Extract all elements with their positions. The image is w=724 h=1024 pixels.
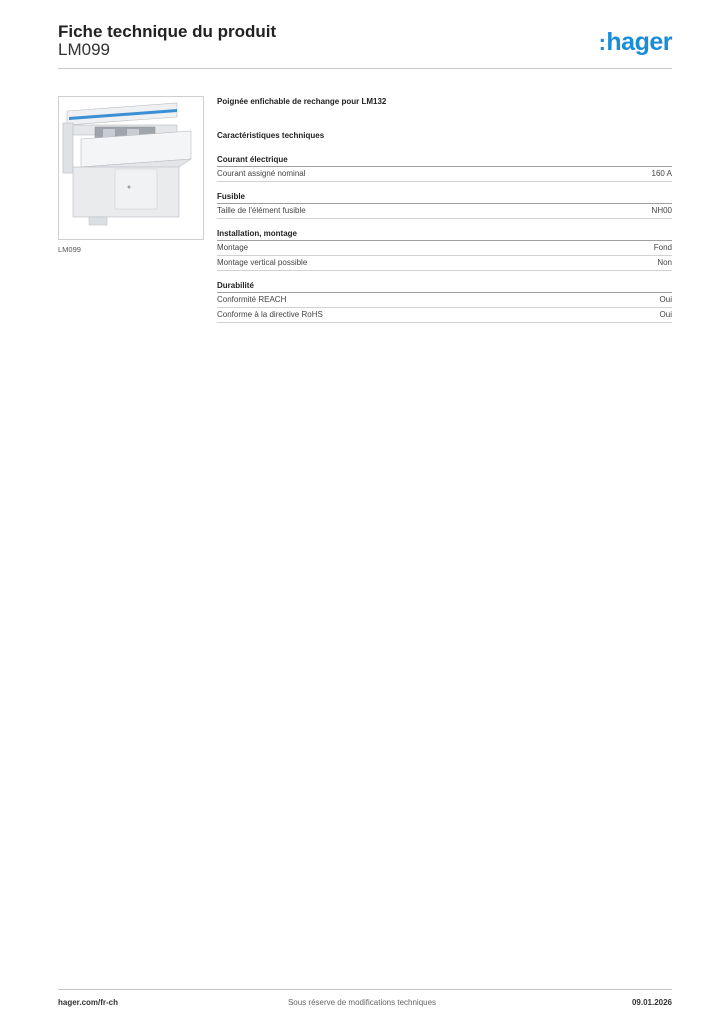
spec-group-title: Installation, montage	[217, 229, 672, 241]
spec-label: Conforme à la directive RoHS	[217, 310, 323, 319]
spec-group-title: Durabilité	[217, 281, 672, 293]
footer-divider	[58, 989, 672, 990]
image-caption: LM099	[58, 245, 81, 254]
spec-group	[217, 281, 672, 323]
footer-note: Sous réserve de modifications techniques	[287, 998, 437, 1007]
hager-logo	[599, 28, 672, 57]
logo-dots: :	[598, 30, 606, 55]
spec-label: Courant assigné nominal	[217, 169, 306, 178]
spec-group	[217, 192, 672, 219]
product-image	[58, 96, 204, 240]
spec-value: 160 A	[651, 169, 672, 178]
spec-value: Non	[657, 258, 672, 267]
spec-group-title: Fusible	[217, 192, 672, 204]
spec-row	[217, 293, 672, 308]
spec-row	[217, 204, 672, 219]
spec-label: Montage vertical possible	[217, 258, 308, 267]
product-description: Poignée enfichable de rechange pour LM132	[217, 97, 387, 106]
spec-group	[217, 155, 672, 182]
fuse-holder-illustration	[59, 97, 203, 239]
spec-row	[217, 167, 672, 182]
footer-date: 09.01.2026	[631, 998, 672, 1007]
spec-value: Oui	[659, 310, 672, 319]
product-code: LM099	[58, 40, 110, 59]
spec-label: Taille de l'élément fusible	[217, 206, 306, 215]
spec-row	[217, 256, 672, 271]
spec-row	[217, 308, 672, 323]
page-title: Fiche technique du produit	[58, 22, 277, 41]
spec-row	[217, 241, 672, 256]
spec-group	[217, 229, 672, 271]
logo-text: hager	[606, 28, 672, 56]
spec-content	[217, 97, 672, 333]
spec-value: NH00	[651, 206, 672, 215]
spec-value: Fond	[653, 243, 672, 252]
spec-label: Montage	[217, 243, 249, 252]
section-title: Caractéristiques techniques	[217, 131, 325, 140]
header-divider	[58, 68, 672, 69]
spec-value: Oui	[659, 295, 672, 304]
spec-group-title: Courant électrique	[217, 155, 672, 167]
footer-website[interactable]: hager.com/fr-ch	[58, 998, 119, 1007]
spec-label: Conformité REACH	[217, 295, 287, 304]
